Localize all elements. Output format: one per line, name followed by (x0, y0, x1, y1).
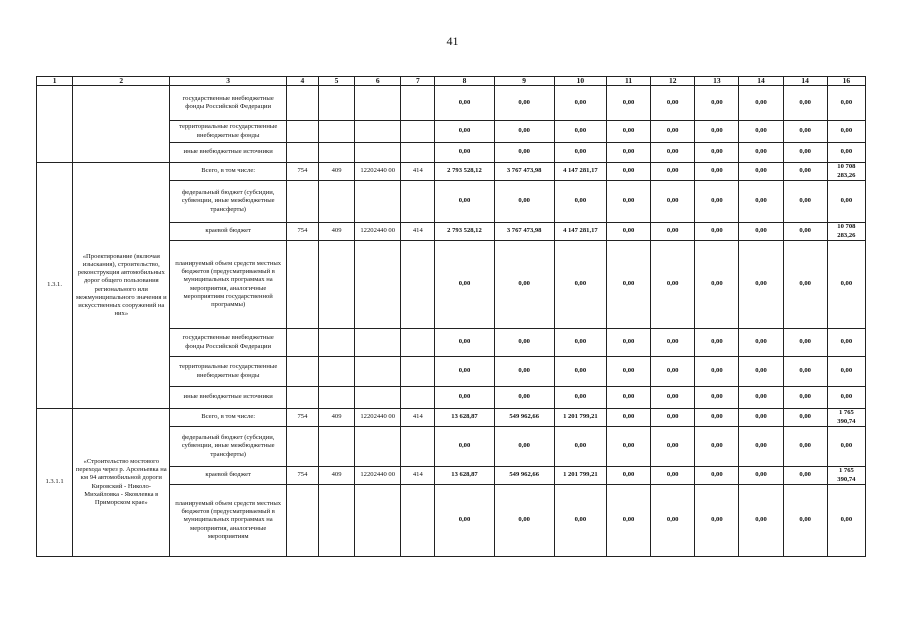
amount-cell: 0,00 (606, 409, 650, 427)
table-row (37, 163, 866, 181)
amount-cell: 0,00 (554, 485, 606, 557)
amount-cell: 0,00 (783, 409, 827, 427)
column-header: 16 (827, 77, 865, 86)
amount-cell: 0,00 (695, 387, 739, 409)
amount-cell: 0,00 (606, 241, 650, 329)
amount-cell: 0,00 (783, 223, 827, 241)
amount-cell: 0,00 (606, 163, 650, 181)
amount-cell: 0,00 (739, 163, 783, 181)
funding-source: государственные внебюджетные фонды Российской Федерации (170, 86, 286, 121)
amount-cell: 3 767 473,98 (494, 223, 554, 241)
amount-cell: 0,00 (651, 181, 695, 223)
table-row (37, 86, 866, 121)
column-header: 4 (286, 77, 318, 86)
amount-cell: 0,00 (695, 143, 739, 163)
code-column-7 (401, 121, 435, 143)
code-column-7 (401, 329, 435, 357)
amount-cell: 0,00 (435, 387, 494, 409)
amount-cell: 0,00 (695, 409, 739, 427)
column-header: 13 (695, 77, 739, 86)
code-column-4 (286, 427, 318, 467)
column-header: 14 (783, 77, 827, 86)
amount-cell: 0,00 (651, 223, 695, 241)
code-column-4 (286, 121, 318, 143)
amount-cell: 0,00 (827, 181, 865, 223)
code-column-6 (355, 329, 401, 357)
amount-cell: 0,00 (739, 467, 783, 485)
amount-cell: 4 147 281,17 (554, 163, 606, 181)
amount-cell: 0,00 (606, 223, 650, 241)
code-column-4: 754 (286, 409, 318, 427)
code-column-4: 754 (286, 223, 318, 241)
code-column-6 (355, 485, 401, 557)
amount-cell: 0,00 (494, 86, 554, 121)
amount-cell: 0,00 (783, 357, 827, 387)
amount-cell: 0,00 (494, 427, 554, 467)
code-column-4: 754 (286, 163, 318, 181)
code-column-7 (401, 427, 435, 467)
amount-cell: 10 708 283,26 (827, 163, 865, 181)
amount-cell: 0,00 (827, 427, 865, 467)
funding-source: краевой бюджет (170, 223, 286, 241)
code-column-5 (318, 357, 354, 387)
code-column-7 (401, 485, 435, 557)
amount-cell: 0,00 (827, 387, 865, 409)
code-column-5 (318, 121, 354, 143)
funding-source: государственные внебюджетные фонды Российской Федерации (170, 329, 286, 357)
amount-cell: 0,00 (494, 329, 554, 357)
code-column-4 (286, 387, 318, 409)
funding-source: территориальные государственные внебюджетные фонды (170, 121, 286, 143)
amount-cell: 4 147 281,17 (554, 223, 606, 241)
amount-cell: 0,00 (827, 485, 865, 557)
amount-cell: 0,00 (435, 357, 494, 387)
code-column-6: 12202440 00 (355, 223, 401, 241)
code-column-6: 12202440 00 (355, 163, 401, 181)
amount-cell: 0,00 (606, 485, 650, 557)
code-column-6 (355, 181, 401, 223)
funding-source: федеральный бюджет (субсидии, субвенции, иные межбюджетные трансферты) (170, 427, 286, 467)
amount-cell: 0,00 (783, 241, 827, 329)
code-column-6 (355, 387, 401, 409)
amount-cell: 0,00 (606, 467, 650, 485)
column-header: 9 (494, 77, 554, 86)
amount-cell: 0,00 (435, 427, 494, 467)
code-column-6 (355, 241, 401, 329)
code-column-4 (286, 357, 318, 387)
amount-cell: 3 767 473,98 (494, 163, 554, 181)
amount-cell: 0,00 (606, 86, 650, 121)
code-column-7 (401, 143, 435, 163)
amount-cell: 1 765 390,74 (827, 467, 865, 485)
code-column-5 (318, 387, 354, 409)
amount-cell: 0,00 (827, 143, 865, 163)
amount-cell: 0,00 (695, 241, 739, 329)
amount-cell: 0,00 (695, 163, 739, 181)
budget-table (36, 76, 866, 557)
amount-cell: 0,00 (739, 121, 783, 143)
funding-source: территориальные государственные внебюджетные фонды (170, 357, 286, 387)
column-header: 10 (554, 77, 606, 86)
funding-source: планируемый объем средств местных бюджетов (предусматриваемый в муниципальных программах на мероприятия, аналогичные мероприятиям государственной программы) (170, 241, 286, 329)
code-column-7 (401, 86, 435, 121)
amount-cell: 0,00 (494, 357, 554, 387)
code-column-5 (318, 427, 354, 467)
code-column-6 (355, 357, 401, 387)
code-column-4 (286, 143, 318, 163)
amount-cell: 0,00 (783, 163, 827, 181)
amount-cell: 0,00 (494, 181, 554, 223)
amount-cell: 0,00 (739, 241, 783, 329)
code-column-7: 414 (401, 163, 435, 181)
amount-cell: 0,00 (554, 121, 606, 143)
amount-cell: 0,00 (435, 241, 494, 329)
amount-cell: 0,00 (739, 387, 783, 409)
amount-cell: 0,00 (554, 86, 606, 121)
amount-cell: 0,00 (435, 485, 494, 557)
amount-cell: 0,00 (651, 485, 695, 557)
amount-cell: 0,00 (739, 427, 783, 467)
amount-cell: 1 201 799,21 (554, 467, 606, 485)
amount-cell: 0,00 (783, 427, 827, 467)
table-body (37, 77, 866, 557)
amount-cell: 0,00 (494, 241, 554, 329)
amount-cell: 0,00 (783, 329, 827, 357)
amount-cell: 0,00 (827, 329, 865, 357)
funding-source: Всего, в том числе: (170, 409, 286, 427)
amount-cell: 1 201 799,21 (554, 409, 606, 427)
code-column-5 (318, 241, 354, 329)
code-column-4 (286, 181, 318, 223)
amount-cell: 0,00 (494, 143, 554, 163)
code-column-5 (318, 485, 354, 557)
code-column-5: 409 (318, 223, 354, 241)
amount-cell: 0,00 (739, 357, 783, 387)
code-column-6 (355, 121, 401, 143)
amount-cell: 0,00 (554, 181, 606, 223)
code-column-7 (401, 387, 435, 409)
page-number: 41 (446, 34, 459, 48)
amount-cell: 13 628,87 (435, 467, 494, 485)
amount-cell: 2 793 528,12 (435, 223, 494, 241)
amount-cell: 0,00 (695, 485, 739, 557)
item-code: 1.3.1. (37, 163, 73, 409)
column-header: 14 (739, 77, 783, 86)
column-header: 8 (435, 77, 494, 86)
amount-cell: 0,00 (494, 387, 554, 409)
amount-cell: 0,00 (554, 329, 606, 357)
amount-cell: 0,00 (554, 387, 606, 409)
code-column-5: 409 (318, 467, 354, 485)
amount-cell: 0,00 (783, 181, 827, 223)
amount-cell: 0,00 (606, 387, 650, 409)
code-column-5 (318, 181, 354, 223)
item-description: «Проектирование (включая изыскания), строительство, реконструкция автомобильных дорог общего пользования регионального или межмуниципального значения и искусственных сооружений на них» (73, 163, 170, 409)
amount-cell: 0,00 (651, 387, 695, 409)
code-column-7 (401, 181, 435, 223)
amount-cell: 0,00 (695, 223, 739, 241)
amount-cell: 0,00 (695, 427, 739, 467)
funding-source: Всего, в том числе: (170, 163, 286, 181)
amount-cell: 0,00 (554, 241, 606, 329)
item-description-cell (73, 86, 170, 163)
amount-cell: 0,00 (783, 86, 827, 121)
amount-cell: 0,00 (554, 427, 606, 467)
amount-cell: 0,00 (651, 121, 695, 143)
code-column-7: 414 (401, 467, 435, 485)
code-column-7: 414 (401, 223, 435, 241)
amount-cell: 1 765 390,74 (827, 409, 865, 427)
amount-cell: 0,00 (695, 121, 739, 143)
table-row (37, 409, 866, 427)
amount-cell: 0,00 (554, 143, 606, 163)
amount-cell: 0,00 (695, 329, 739, 357)
amount-cell: 0,00 (606, 329, 650, 357)
amount-cell: 0,00 (651, 427, 695, 467)
column-header: 5 (318, 77, 354, 86)
code-column-6 (355, 143, 401, 163)
amount-cell: 0,00 (739, 329, 783, 357)
amount-cell: 2 793 528,12 (435, 163, 494, 181)
amount-cell: 0,00 (739, 181, 783, 223)
amount-cell: 549 962,66 (494, 409, 554, 427)
item-code: 1.3.1.1 (37, 409, 73, 557)
funding-source: иные внебюджетные источники (170, 143, 286, 163)
column-header: 7 (401, 77, 435, 86)
column-header: 12 (651, 77, 695, 86)
amount-cell: 0,00 (783, 143, 827, 163)
code-column-5 (318, 143, 354, 163)
code-column-6 (355, 86, 401, 121)
amount-cell: 0,00 (827, 357, 865, 387)
amount-cell: 0,00 (606, 143, 650, 163)
amount-cell: 0,00 (435, 181, 494, 223)
amount-cell: 0,00 (827, 121, 865, 143)
code-column-5: 409 (318, 163, 354, 181)
header-row (37, 77, 866, 86)
column-header: 11 (606, 77, 650, 86)
amount-cell: 0,00 (783, 485, 827, 557)
amount-cell: 0,00 (783, 387, 827, 409)
amount-cell: 0,00 (606, 121, 650, 143)
code-column-7 (401, 357, 435, 387)
amount-cell: 0,00 (606, 181, 650, 223)
amount-cell: 0,00 (695, 86, 739, 121)
code-column-6: 12202440 00 (355, 409, 401, 427)
code-column-6: 12202440 00 (355, 467, 401, 485)
code-column-4 (286, 86, 318, 121)
item-description: «Строительство мостового перехода через р. Арсеньевка на км 94 автомобильной дороги Кировский - Николо-Михайловка - Яковлевка в Приморском крае» (73, 409, 170, 557)
amount-cell: 0,00 (651, 143, 695, 163)
amount-cell: 0,00 (739, 409, 783, 427)
amount-cell: 0,00 (739, 143, 783, 163)
amount-cell: 0,00 (651, 86, 695, 121)
code-column-5: 409 (318, 409, 354, 427)
amount-cell: 549 962,66 (494, 467, 554, 485)
amount-cell: 0,00 (651, 467, 695, 485)
funding-source: краевой бюджет (170, 467, 286, 485)
amount-cell: 0,00 (435, 86, 494, 121)
amount-cell: 0,00 (435, 143, 494, 163)
code-column-5 (318, 86, 354, 121)
amount-cell: 0,00 (494, 121, 554, 143)
column-header: 3 (170, 77, 286, 86)
funding-source: планируемый объем средств местных бюджетов (предусматриваемый в муниципальных программах на мероприятия, аналогичные мероприятиям (170, 485, 286, 557)
amount-cell: 0,00 (494, 485, 554, 557)
code-column-5 (318, 329, 354, 357)
amount-cell: 0,00 (651, 329, 695, 357)
amount-cell: 0,00 (695, 357, 739, 387)
code-column-4: 754 (286, 467, 318, 485)
amount-cell: 0,00 (739, 86, 783, 121)
amount-cell: 0,00 (695, 467, 739, 485)
column-header: 6 (355, 77, 401, 86)
code-column-4 (286, 485, 318, 557)
amount-cell: 0,00 (827, 241, 865, 329)
amount-cell: 0,00 (695, 181, 739, 223)
column-header: 1 (37, 77, 73, 86)
amount-cell: 0,00 (651, 163, 695, 181)
code-column-4 (286, 329, 318, 357)
item-code-cell (37, 86, 73, 163)
amount-cell: 0,00 (783, 121, 827, 143)
amount-cell: 0,00 (739, 223, 783, 241)
amount-cell: 0,00 (435, 329, 494, 357)
amount-cell: 0,00 (739, 485, 783, 557)
code-column-7: 414 (401, 409, 435, 427)
funding-source: федеральный бюджет (субсидии, субвенции, иные межбюджетные трансферты) (170, 181, 286, 223)
funding-source: иные внебюджетные источники (170, 387, 286, 409)
amount-cell: 0,00 (651, 241, 695, 329)
amount-cell: 0,00 (554, 357, 606, 387)
column-header: 2 (73, 77, 170, 86)
amount-cell: 0,00 (606, 427, 650, 467)
amount-cell: 0,00 (435, 121, 494, 143)
amount-cell: 0,00 (783, 467, 827, 485)
amount-cell: 13 628,87 (435, 409, 494, 427)
amount-cell: 0,00 (651, 357, 695, 387)
amount-cell: 0,00 (651, 409, 695, 427)
amount-cell: 0,00 (606, 357, 650, 387)
amount-cell: 0,00 (827, 86, 865, 121)
code-column-7 (401, 241, 435, 329)
amount-cell: 10 708 283,26 (827, 223, 865, 241)
code-column-4 (286, 241, 318, 329)
code-column-6 (355, 427, 401, 467)
